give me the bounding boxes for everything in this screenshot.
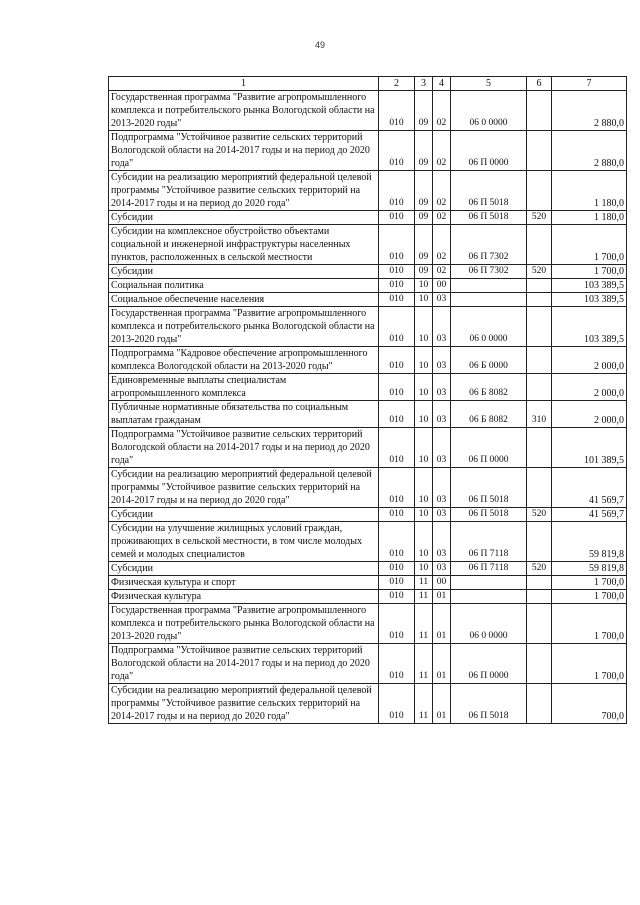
table-row [109, 374, 627, 401]
row-subsection: 01 [433, 684, 451, 724]
row-subsection: 01 [433, 604, 451, 644]
row-subsection: 03 [433, 293, 451, 307]
row-name: Государственная программа "Развитие агропромышленного комплекса и потребительского рынка Вологодской области на 2013-2020 годы" [109, 307, 379, 347]
row-expense-type [527, 468, 552, 508]
table-header-row [109, 77, 627, 91]
row-name: Социальное обеспечение населения [109, 293, 379, 307]
row-name: Государственная программа "Развитие агропромышленного комплекса и потребительского рынка Вологодской области на 2013-2020 годы" [109, 91, 379, 131]
row-amount: 2 000,0 [552, 347, 627, 374]
row-target-article: 06 0 0000 [451, 604, 527, 644]
row-subsection: 03 [433, 508, 451, 522]
row-expense-type: 520 [527, 265, 552, 279]
row-name: Субсидии на улучшение жилищных условий граждан, проживающих в сельской местности, в том числе молодых семей и молодых специалистов [109, 522, 379, 562]
row-name: Подпрограмма "Устойчивое развитие сельских территорий Вологодской области на 2014-2017 годы и на период до 2020 года" [109, 131, 379, 171]
column-header: 2 [379, 77, 415, 91]
row-name: Подпрограмма "Устойчивое развитие сельских территорий Вологодской области на 2014-2017 годы и на период до 2020 года" [109, 428, 379, 468]
row-subsection: 02 [433, 265, 451, 279]
row-section: 11 [415, 576, 433, 590]
row-name: Субсидии на реализацию мероприятий федеральной целевой программы "Устойчивое развитие сельских территорий на 2014-2017 годы и на период до 2020 года" [109, 684, 379, 724]
row-amount: 2 000,0 [552, 401, 627, 428]
table-row [109, 508, 627, 522]
table-row [109, 576, 627, 590]
row-section: 10 [415, 279, 433, 293]
table-row [109, 211, 627, 225]
table-row [109, 171, 627, 211]
row-ministry-code: 010 [379, 225, 415, 265]
row-target-article: 06 П 7302 [451, 265, 527, 279]
row-amount: 1 700,0 [552, 576, 627, 590]
row-expense-type [527, 225, 552, 265]
row-section: 10 [415, 347, 433, 374]
row-name: Субсидии на реализацию мероприятий федеральной целевой программы "Устойчивое развитие сельских территорий на 2014-2017 годы и на период до 2020 года" [109, 171, 379, 211]
row-section: 10 [415, 522, 433, 562]
row-expense-type [527, 522, 552, 562]
row-subsection: 02 [433, 211, 451, 225]
row-subsection: 03 [433, 468, 451, 508]
row-ministry-code: 010 [379, 265, 415, 279]
row-subsection: 02 [433, 131, 451, 171]
row-subsection: 03 [433, 347, 451, 374]
row-amount: 59 819,8 [552, 562, 627, 576]
row-amount: 1 700,0 [552, 225, 627, 265]
row-ministry-code: 010 [379, 293, 415, 307]
row-section: 09 [415, 91, 433, 131]
row-amount: 103 389,5 [552, 279, 627, 293]
row-ministry-code: 010 [379, 644, 415, 684]
row-target-article: 06 П 5018 [451, 508, 527, 522]
row-subsection: 01 [433, 590, 451, 604]
row-expense-type [527, 293, 552, 307]
row-amount: 1 700,0 [552, 644, 627, 684]
row-section: 11 [415, 644, 433, 684]
row-section: 10 [415, 428, 433, 468]
row-ministry-code: 010 [379, 307, 415, 347]
table-row [109, 347, 627, 374]
row-section: 09 [415, 225, 433, 265]
row-amount: 2 880,0 [552, 91, 627, 131]
table-row [109, 293, 627, 307]
table-row [109, 562, 627, 576]
row-name: Субсидии [109, 265, 379, 279]
row-amount: 2 000,0 [552, 374, 627, 401]
table-row [109, 428, 627, 468]
row-subsection: 03 [433, 562, 451, 576]
row-amount: 1 700,0 [552, 265, 627, 279]
row-ministry-code: 010 [379, 562, 415, 576]
row-name: Физическая культура [109, 590, 379, 604]
row-subsection: 02 [433, 91, 451, 131]
column-header: 7 [552, 77, 627, 91]
row-subsection: 03 [433, 307, 451, 347]
row-section: 11 [415, 684, 433, 724]
row-subsection: 00 [433, 576, 451, 590]
row-subsection: 02 [433, 225, 451, 265]
row-ministry-code: 010 [379, 171, 415, 211]
row-ministry-code: 010 [379, 374, 415, 401]
row-ministry-code: 010 [379, 576, 415, 590]
table-row [109, 401, 627, 428]
table-row [109, 522, 627, 562]
row-section: 11 [415, 604, 433, 644]
row-ministry-code: 010 [379, 590, 415, 604]
row-target-article: 06 П 5018 [451, 171, 527, 211]
row-expense-type: 520 [527, 562, 552, 576]
row-expense-type [527, 604, 552, 644]
table-row [109, 644, 627, 684]
row-name: Единовременные выплаты специалистам агропромышленного комплекса [109, 374, 379, 401]
row-target-article [451, 590, 527, 604]
row-subsection: 00 [433, 279, 451, 293]
row-target-article: 06 Б 0000 [451, 347, 527, 374]
row-name: Субсидии на реализацию мероприятий федеральной целевой программы "Устойчивое развитие сельских территорий на 2014-2017 годы и на период до 2020 года" [109, 468, 379, 508]
row-ministry-code: 010 [379, 91, 415, 131]
table-row [109, 279, 627, 293]
row-subsection: 03 [433, 522, 451, 562]
row-section: 09 [415, 171, 433, 211]
row-ministry-code: 010 [379, 468, 415, 508]
row-section: 10 [415, 468, 433, 508]
column-header: 1 [109, 77, 379, 91]
row-amount: 101 389,5 [552, 428, 627, 468]
row-target-article: 06 П 7118 [451, 522, 527, 562]
row-name: Субсидии на комплексное обустройство объектами социальной и инженерной инфраструктуры населенных пунктов, расположенных в сельской местности [109, 225, 379, 265]
row-subsection: 01 [433, 644, 451, 684]
row-ministry-code: 010 [379, 211, 415, 225]
row-name: Публичные нормативные обязательства по социальным выплатам гражданам [109, 401, 379, 428]
row-target-article [451, 279, 527, 293]
row-expense-type [527, 91, 552, 131]
row-ministry-code: 010 [379, 131, 415, 171]
row-amount: 1 700,0 [552, 604, 627, 644]
row-target-article: 06 П 5018 [451, 684, 527, 724]
row-target-article: 06 П 0000 [451, 428, 527, 468]
row-target-article: 06 0 0000 [451, 307, 527, 347]
row-name: Социальная политика [109, 279, 379, 293]
row-amount: 1 180,0 [552, 171, 627, 211]
row-target-article: 06 П 7118 [451, 562, 527, 576]
row-target-article: 06 П 7302 [451, 225, 527, 265]
table-row [109, 265, 627, 279]
row-subsection: 03 [433, 428, 451, 468]
row-name: Государственная программа "Развитие агропромышленного комплекса и потребительского рынка Вологодской области на 2013-2020 годы" [109, 604, 379, 644]
row-target-article: 06 Б 8082 [451, 401, 527, 428]
row-section: 09 [415, 265, 433, 279]
table-row [109, 307, 627, 347]
row-target-article [451, 293, 527, 307]
row-amount: 41 569,7 [552, 468, 627, 508]
row-section: 09 [415, 131, 433, 171]
row-name: Субсидии [109, 211, 379, 225]
column-header: 4 [433, 77, 451, 91]
row-amount: 103 389,5 [552, 293, 627, 307]
row-ministry-code: 010 [379, 604, 415, 644]
row-target-article: 06 П 5018 [451, 211, 527, 225]
row-ministry-code: 010 [379, 401, 415, 428]
row-section: 09 [415, 211, 433, 225]
row-amount: 1 180,0 [552, 211, 627, 225]
row-ministry-code: 010 [379, 684, 415, 724]
row-target-article: 06 П 0000 [451, 131, 527, 171]
row-expense-type: 520 [527, 211, 552, 225]
row-section: 10 [415, 293, 433, 307]
row-expense-type [527, 644, 552, 684]
row-section: 10 [415, 401, 433, 428]
row-name: Подпрограмма "Устойчивое развитие сельских территорий Вологодской области на 2014-2017 годы и на период до 2020 года" [109, 644, 379, 684]
row-ministry-code: 010 [379, 522, 415, 562]
row-ministry-code: 010 [379, 428, 415, 468]
row-amount: 1 700,0 [552, 590, 627, 604]
row-ministry-code: 010 [379, 347, 415, 374]
row-expense-type [527, 428, 552, 468]
row-subsection: 03 [433, 374, 451, 401]
row-amount: 41 569,7 [552, 508, 627, 522]
row-section: 10 [415, 562, 433, 576]
row-subsection: 02 [433, 171, 451, 211]
column-header: 3 [415, 77, 433, 91]
table-row [109, 604, 627, 644]
row-amount: 59 819,8 [552, 522, 627, 562]
table-row [109, 684, 627, 724]
row-target-article: 06 П 0000 [451, 644, 527, 684]
column-header: 5 [451, 77, 527, 91]
row-expense-type [527, 307, 552, 347]
row-target-article [451, 576, 527, 590]
row-expense-type [527, 171, 552, 211]
row-amount: 103 389,5 [552, 307, 627, 347]
row-expense-type [527, 347, 552, 374]
row-expense-type [527, 576, 552, 590]
row-ministry-code: 010 [379, 279, 415, 293]
row-name: Субсидии [109, 508, 379, 522]
column-header: 6 [527, 77, 552, 91]
row-expense-type [527, 279, 552, 293]
row-target-article: 06 0 0000 [451, 91, 527, 131]
row-section: 11 [415, 590, 433, 604]
row-name: Субсидии [109, 562, 379, 576]
row-expense-type: 310 [527, 401, 552, 428]
row-name: Физическая культура и спорт [109, 576, 379, 590]
row-ministry-code: 010 [379, 508, 415, 522]
row-section: 10 [415, 374, 433, 401]
row-target-article: 06 Б 8082 [451, 374, 527, 401]
row-amount: 2 880,0 [552, 131, 627, 171]
budget-table [108, 76, 627, 724]
row-expense-type [527, 684, 552, 724]
table-row [109, 468, 627, 508]
row-section: 10 [415, 307, 433, 347]
row-section: 10 [415, 508, 433, 522]
row-expense-type [527, 131, 552, 171]
page-number: 49 [314, 40, 325, 50]
row-expense-type [527, 374, 552, 401]
table-row [109, 590, 627, 604]
table-row [109, 91, 627, 131]
row-name: Подпрограмма "Кадровое обеспечение агропромышленного комплекса Вологодской области на 2013-2020 годы" [109, 347, 379, 374]
row-subsection: 03 [433, 401, 451, 428]
table-row [109, 225, 627, 265]
row-expense-type: 520 [527, 508, 552, 522]
table-row [109, 131, 627, 171]
row-amount: 700,0 [552, 684, 627, 724]
row-expense-type [527, 590, 552, 604]
row-target-article: 06 П 5018 [451, 468, 527, 508]
